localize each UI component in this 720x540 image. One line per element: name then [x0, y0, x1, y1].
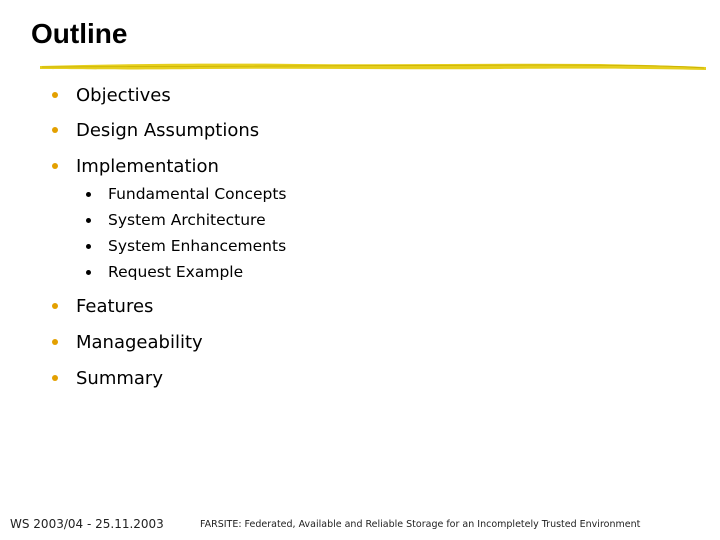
outline-item-label: Summary [76, 367, 163, 389]
sub-bullet-icon [86, 270, 91, 275]
outline-subitem-label: Fundamental Concepts [108, 185, 287, 203]
outline-subitem-system-enhancements [86, 236, 286, 256]
outline-item-features [50, 294, 153, 318]
footer-project-title: FARSITE: Federated, Available and Reliable Storage for an Incompletely Trusted Environment [200, 519, 641, 530]
outline-item-label: Features [76, 295, 154, 317]
footer-date: WS 2003/04 - 25.11.2003 [10, 517, 164, 531]
outline-item-objectives [50, 83, 171, 107]
outline-item-manageability [50, 330, 203, 354]
sub-bullet-icon [86, 218, 91, 223]
outline-subitem-request-example [86, 262, 243, 282]
outline-subitem-system-architecture [86, 210, 266, 230]
sub-bullet-icon [86, 244, 91, 249]
bullet-icon [52, 339, 58, 345]
outline-item-implementation [50, 154, 219, 178]
outline-subitem-label: System Enhancements [108, 237, 287, 255]
outline-item-label: Manageability [76, 331, 203, 353]
title-underline [40, 56, 706, 76]
outline-subitem-fundamental-concepts [86, 184, 287, 204]
slide-title: Outline [31, 18, 128, 49]
outline-subitem-label: System Architecture [108, 211, 266, 229]
bullet-icon [52, 127, 58, 133]
bullet-icon [52, 92, 58, 98]
bullet-icon [52, 303, 58, 309]
bullet-icon [52, 163, 58, 169]
bullet-icon [52, 375, 58, 381]
outline-item-label: Objectives [76, 84, 171, 106]
outline-item-summary [50, 366, 163, 390]
outline-item-label: Implementation [76, 155, 219, 177]
sub-bullet-icon [86, 192, 91, 197]
outline-item-design-assumptions [50, 118, 259, 142]
outline-item-label: Design Assumptions [76, 119, 260, 141]
outline-subitem-label: Request Example [108, 263, 244, 281]
